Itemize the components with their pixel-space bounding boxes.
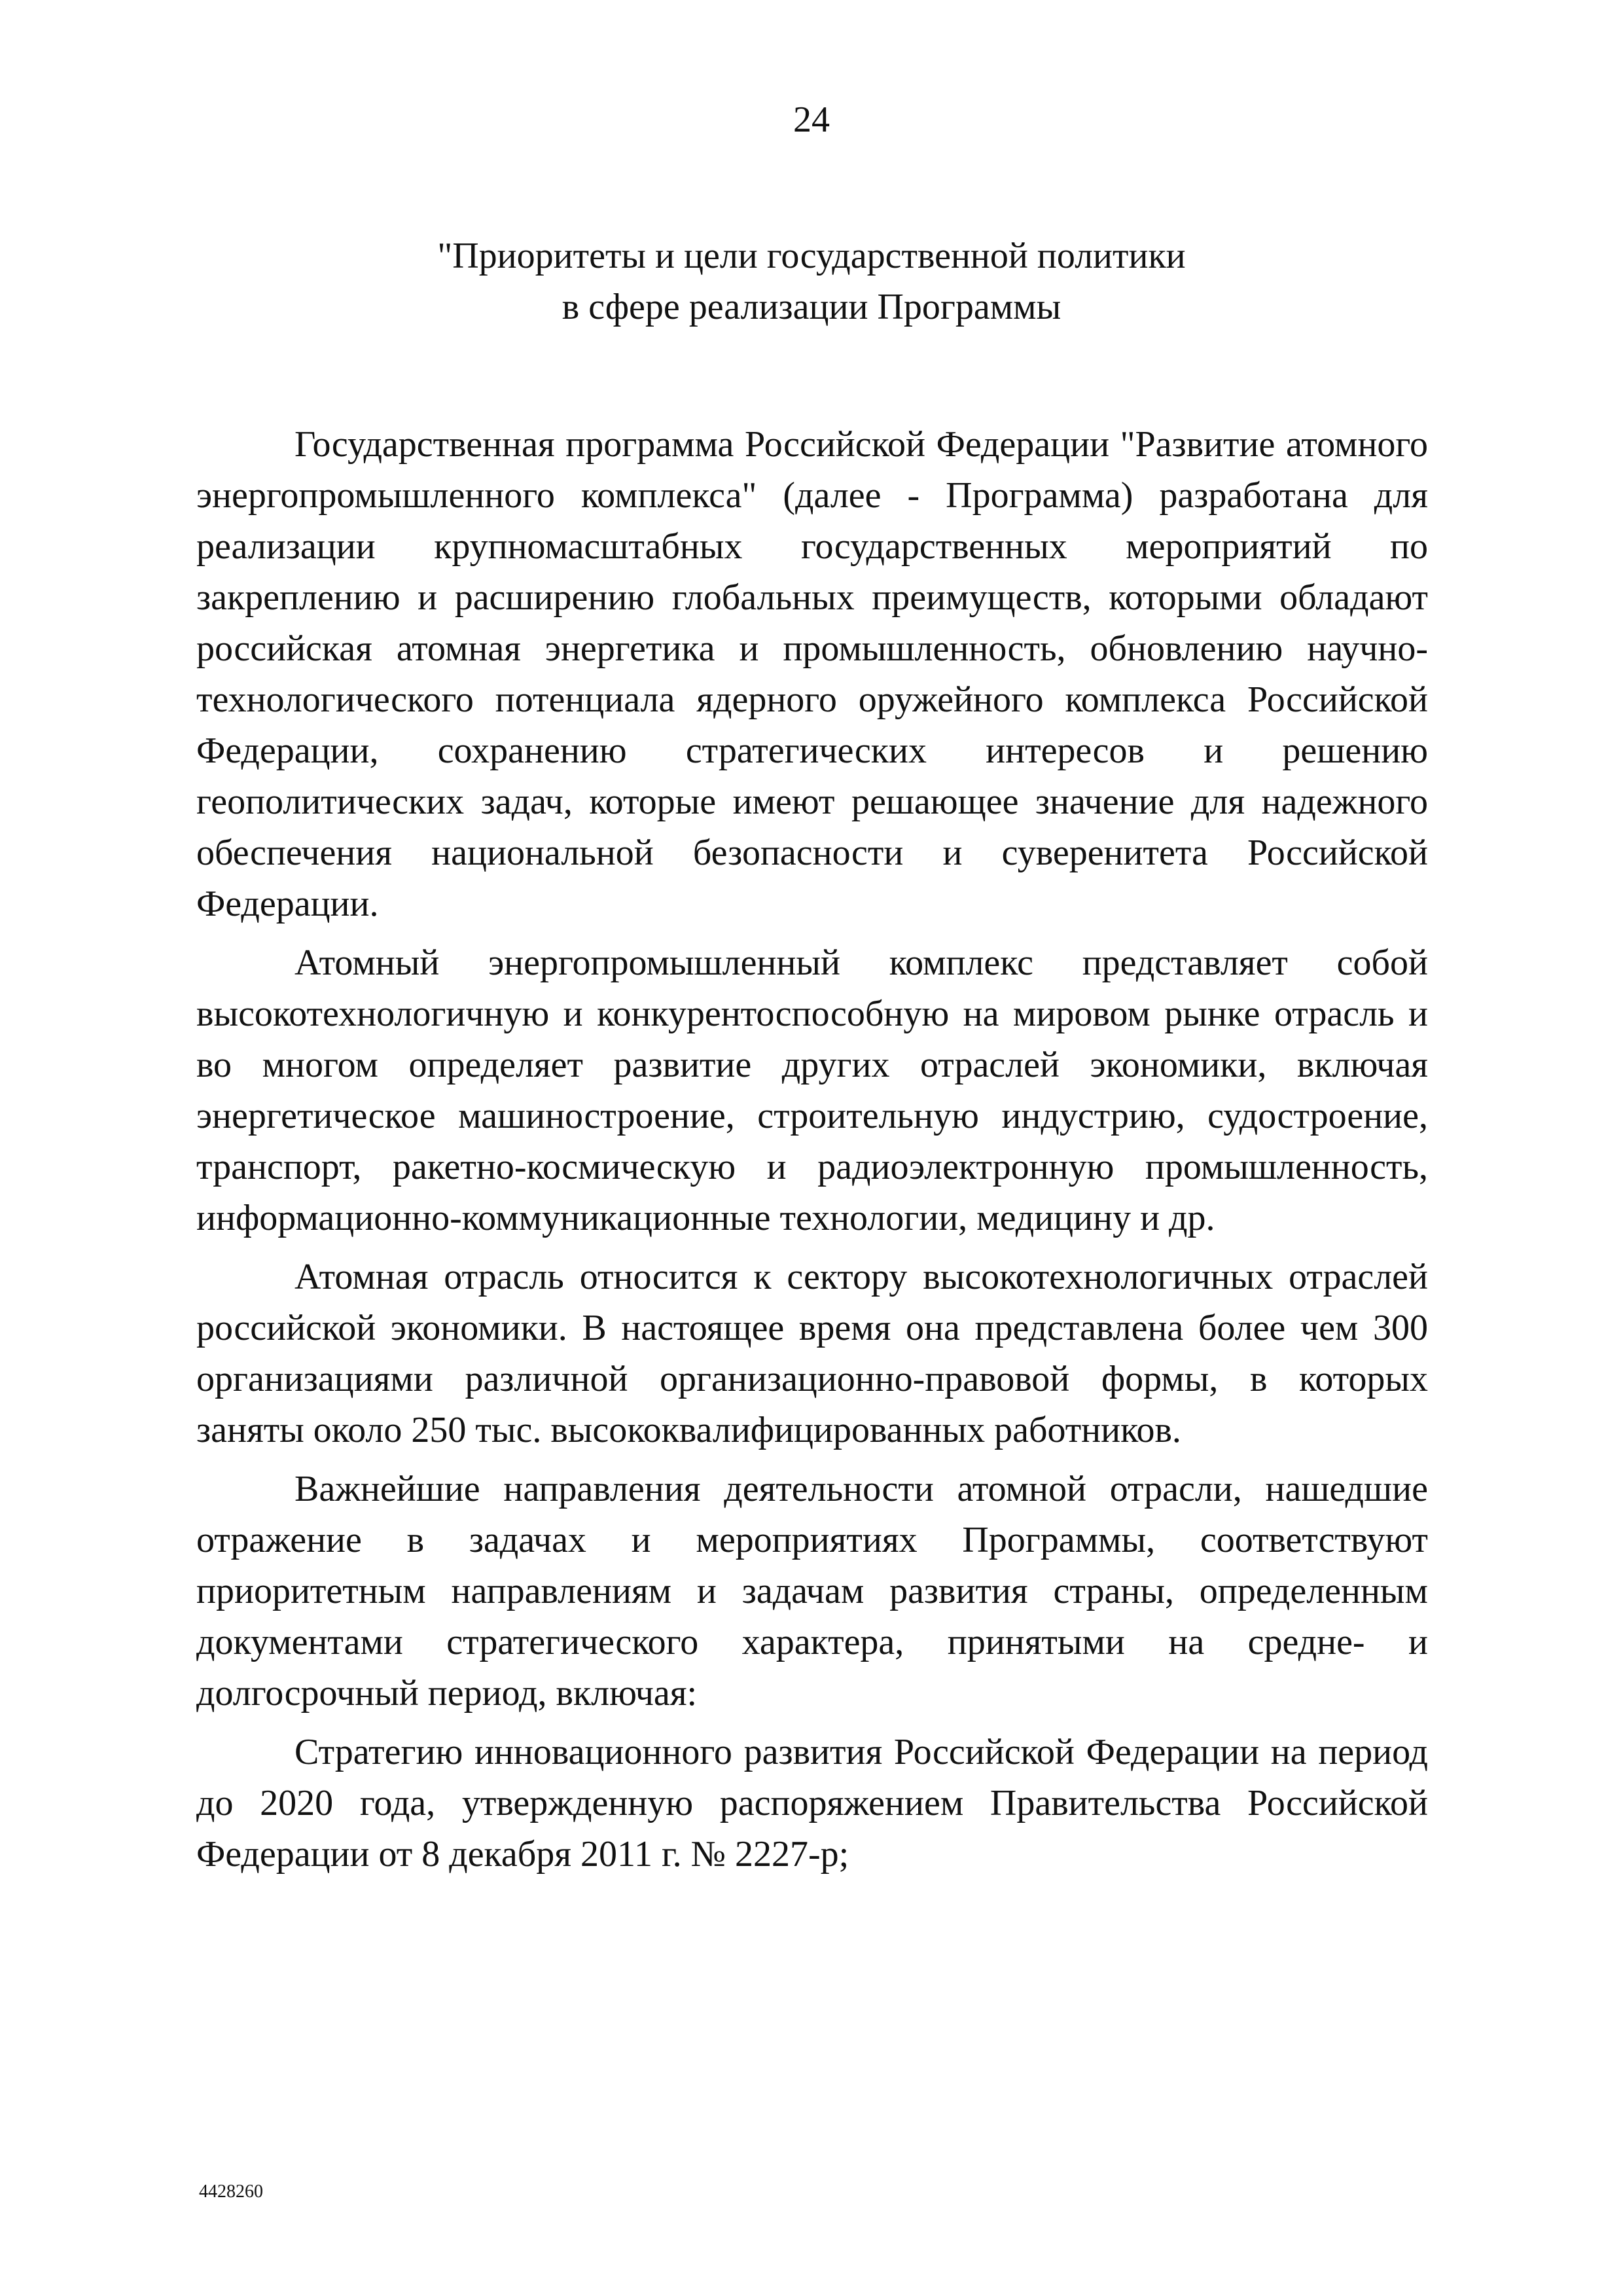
section-heading-line-2: в сфере реализации Программы — [562, 287, 1061, 327]
section-heading — [196, 230, 1427, 332]
section-heading-line-1: "Приоритеты и цели государственной политики — [437, 236, 1186, 276]
paragraph-innovation-strategy: Стратегию инновационного развития Российской Федерации на период до 2020 года, утвержденную распоряжением Правительства Российской Федерации от 8 декабря 2011 г. № 2227-р; — [196, 1732, 1428, 1874]
paragraph-key-directions: Важнейшие направления деятельности атомной отрасли, нашедшие отражение в задачах и мероприятиях Программы, соответствуют приоритетным направлениям и задачам развития страны, определенным документами стратегического характера, принятыми на средне- и долгосрочный период, включая: — [196, 1469, 1428, 1713]
paragraph-nuclear-industry: Атомная отрасль относится к сектору высокотехнологичных отраслей российской экономики. В настоящее время она представлена более чем 300 организациями различной организационно-правовой формы, в которых заняты около 250 тыс. высококвалифицированных работников. — [196, 1257, 1428, 1450]
document-body — [196, 419, 1428, 1888]
paragraph-nuclear-complex: Атомный энергопромышленный комплекс представляет собой высокотехнологичную и конкурентоспособную на мировом рынке отрасль и во многом определяет развитие других отраслей экономики, включая энергетическое машиностроение, строительную индустрию, судостроение, транспорт, ракетно-космическую и радиоэлектронную промышленность, информационно-коммуникационные технологии, медицину и др. — [196, 942, 1428, 1238]
document-code: 4428260 — [199, 2181, 263, 2202]
page-number: 24 — [793, 99, 830, 140]
paragraph-program-purpose: Государственная программа Российской Федерации "Развитие атомного энергопромышленного комплекса" (далее - Программа) разработана для реализации крупномасштабных государственных мероприятий по закреплению и расширению глобальных преимуществ, которыми обладают российская атомная энергетика и промышленность, обновлению научно-технологического потенциала ядерного оружейного комплекса Российской Федерации, сохранению стратегических интересов и решению геополитических задач, которые имеют решающее значение для надежного обеспечения национальной безопасности и суверенитета Российской Федерации. — [196, 424, 1428, 924]
